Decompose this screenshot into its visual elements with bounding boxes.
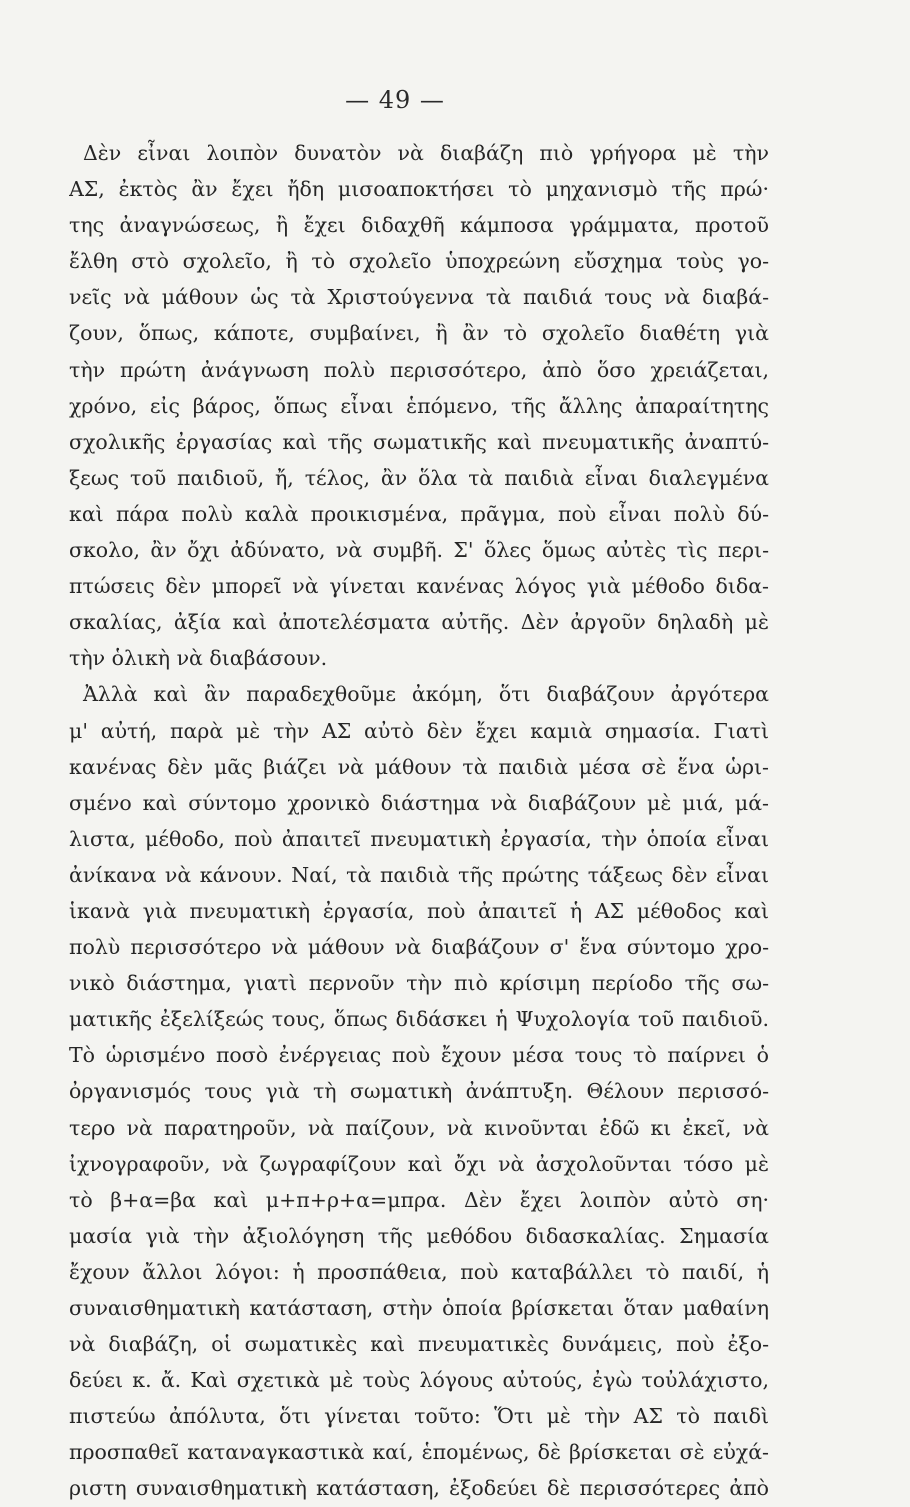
text-line: πιστεύω ἀπόλυτα, ὅτι γίνεται τοῦτο: Ὅτι μὲ τὴν ΑΣ τὸ παιδὶ xyxy=(69,1404,769,1429)
text-line: ματικῆς ἐξελίξεώς τους, ὅπως διδάσκει ἡ Ψυχολογία τοῦ παιδιοῦ. xyxy=(69,1007,769,1032)
text-line: τὴν πρώτη ἀνάγνωση πολὺ περισσότερο, ἀπὸ ὅσο χρειάζεται, xyxy=(69,357,769,382)
text-line: τὴν ὁλικὴ νὰ διαβάσουν. xyxy=(69,646,328,671)
text-line: ἰχνογραφοῦν, νὰ ζωγραφίζουν καὶ ὄχι νὰ ἀσχολοῦνται τόσο μὲ xyxy=(69,1151,769,1176)
text-line: ἀνίκανα νὰ κάνουν. Ναί, τὰ παιδιὰ τῆς πρώτης τάξεως δὲν εἶναι xyxy=(69,862,769,887)
text-line: ζουν, ὅπως, κάποτε, συμβαίνει, ἢ ἂν τὸ σχολεῖο διαθέτη γιὰ xyxy=(69,321,769,346)
text-line: Ἀλλὰ καὶ ἂν παραδεχθοῦμε ἀκόμη, ὅτι διαβάζουν ἀργότερα xyxy=(83,682,769,707)
text-line: ὀργανισμός τους γιὰ τὴ σωματικὴ ἀνάπτυξη. Θέλουν περισσό- xyxy=(69,1079,769,1104)
text-line: δεύει κ. ἄ. Καὶ σχετικὰ μὲ τοὺς λόγους αὐτούς, ἐγὼ τοὐλάχιστο, xyxy=(69,1368,769,1393)
text-line: της ἀναγνώσεως, ἢ ἔχει διδαχθῆ κάμποσα γράμματα, προτοῦ xyxy=(69,213,769,238)
text-line: Δὲν εἶναι λοιπὸν δυνατὸν νὰ διαβάζη πιὸ γρήγορα μὲ τὴν xyxy=(83,141,769,165)
text-line: ριστη συναισθηματικὴ κατάσταση, ἐξοδεύει δὲ περισσότερες ἀπὸ xyxy=(69,1476,769,1501)
text-line: νὰ διαβάζη, οἱ σωματικὲς καὶ πνευματικὲς δυνάμεις, ποὺ ἐξο- xyxy=(69,1332,769,1357)
text-line: λιστα, μέθοδο, ποὺ ἀπαιτεῖ πνευματικὴ ἐργασία, τὴν ὁποία εἶναι xyxy=(69,826,769,851)
text-line: πτώσεις δὲν μπορεῖ νὰ γίνεται κανένας λόγος γιὰ μέθοδο διδα- xyxy=(69,574,769,599)
text-line: νεῖς νὰ μάθουν ὡς τὰ Χριστούγεννα τὰ παιδιά τους νὰ διαβά- xyxy=(69,285,769,310)
text-line: σμένο καὶ σύντομο χρονικὸ διάστημα νὰ διαβάζουν μὲ μιά, μά- xyxy=(69,790,769,815)
text-line: ξεως τοῦ παιδιοῦ, ἤ, τέλος, ἂν ὅλα τὰ παιδιὰ εἶναι διαλεγμένα xyxy=(69,465,769,490)
text-line: πολὺ περισσότερο νὰ μάθουν νὰ διαβάζουν σ' ἕνα σύντομο χρο- xyxy=(69,935,769,960)
text-line: ἱκανὰ γιὰ πνευματικὴ ἐργασία, ποὺ ἀπαιτεῖ ἡ ΑΣ μέθοδος καὶ xyxy=(69,898,769,923)
text-line: σκαλίας, ἀξία καὶ ἀποτελέσματα αὐτῆς. Δὲν ἀργοῦν δηλαδὴ μὲ xyxy=(69,610,769,635)
text-line: συναισθηματικὴ κατάσταση, στὴν ὁποία βρίσκεται ὅταν μαθαίνη xyxy=(69,1296,769,1320)
text-line: τὸ β+α=βα καὶ μ+π+ρ+α=μπρα. Δὲν ἔχει λοιπὸν αὐτὸ ση· xyxy=(69,1187,769,1212)
text-line: νικὸ διάστημα, γιατὶ περνοῦν τὴν πιὸ κρίσιμη περίοδο τῆς σω- xyxy=(69,971,769,996)
text-line: τερο νὰ παρατηροῦν, νὰ παίζουν, νὰ κινοῦνται ἐδῶ κι ἐκεῖ, νὰ xyxy=(69,1115,769,1140)
text-line: ἔλθη στὸ σχολεῖο, ἢ τὸ σχολεῖο ὑποχρεώνη εὔσχημα τοὺς γο- xyxy=(69,249,769,274)
text-line: σκολο, ἂν ὄχι ἀδύνατο, νὰ συμβῆ. Σ' ὅλες ὅμως αὐτὲς τὶς περι- xyxy=(69,538,769,563)
text-line: κανένας δὲν μᾶς βιάζει νὰ μάθουν τὰ παιδιὰ μέσα σὲ ἕνα ὡρι- xyxy=(69,754,769,779)
text-line: Τὸ ὡρισμένο ποσὸ ἐνέργειας ποὺ ἔχουν μέσα τους τὸ παίρνει ὁ xyxy=(69,1043,769,1068)
text-line: χρόνο, εἰς βάρος, ὅπως εἶναι ἑπόμενο, τῆς ἄλλης ἀπαραίτητης xyxy=(69,393,769,418)
text-line: μασία γιὰ τὴν ἀξιολόγηση τῆς μεθόδου διδασκαλίας. Σημασία xyxy=(69,1223,769,1248)
text-line: προσπαθεῖ καταναγκαστικὰ καί, ἑπομένως, δὲ βρίσκεται σὲ εὐχά- xyxy=(69,1440,769,1465)
text-line: ΑΣ, ἐκτὸς ἂν ἔχει ἤδη μισοαποκτήσει τὸ μηχανισμὸ τῆς πρώ· xyxy=(69,177,769,202)
text-line: καὶ πάρα πολὺ καλὰ προικισμένα, πρᾶγμα, ποὺ εἶναι πολὺ δύ- xyxy=(69,501,769,526)
text-line: σχολικῆς ἐργασίας καὶ τῆς σωματικῆς καὶ πνευματικῆς ἀναπτύ- xyxy=(69,429,769,454)
page-number: — 49 — xyxy=(345,86,445,114)
text-line: μ' αὐτή, παρὰ μὲ τὴν ΑΣ αὐτὸ δὲν ἔχει καμιὰ σημασία. Γιατὶ xyxy=(69,718,769,743)
text-line: ἔχουν ἄλλοι λόγοι: ἡ προσπάθεια, ποὺ καταβάλλει τὸ παιδί, ἡ xyxy=(69,1259,769,1284)
page-body-text xyxy=(69,135,769,1507)
